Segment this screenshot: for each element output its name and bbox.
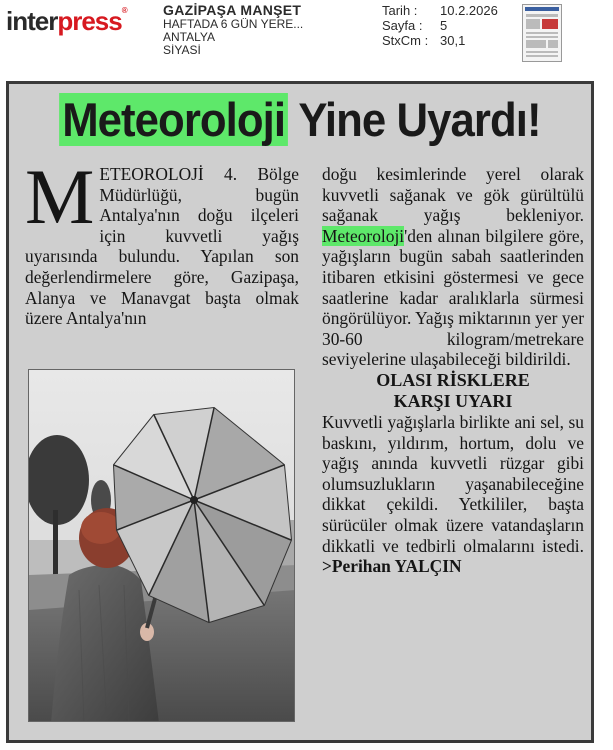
column-2-paragraph-1 bbox=[322, 164, 584, 370]
headline-rest: Yine Uyardı! bbox=[287, 93, 541, 146]
stxcm-row bbox=[382, 33, 510, 48]
date-row bbox=[382, 3, 510, 18]
publication-city: ANTALYA bbox=[163, 31, 216, 44]
page-value: 5 bbox=[440, 18, 448, 33]
stxcm-value: 30,1 bbox=[440, 33, 466, 48]
article-column-2 bbox=[322, 164, 584, 577]
article-photo bbox=[28, 369, 295, 722]
drop-cap: M bbox=[25, 153, 95, 240]
date-label: Tarih : bbox=[382, 3, 418, 18]
logo-main: inter bbox=[6, 6, 58, 36]
clipping-meta bbox=[382, 3, 510, 48]
headline bbox=[29, 92, 570, 147]
publication-frequency: HAFTADA 6 GÜN YERE... bbox=[163, 18, 304, 31]
date-value: 10.2.2026 bbox=[440, 3, 498, 18]
publication-info bbox=[163, 3, 373, 57]
column-2-paragraph-2 bbox=[322, 412, 584, 577]
section-subheading bbox=[322, 370, 584, 412]
meteoroloji-highlight: Meteoroloji bbox=[322, 225, 405, 246]
umbrella-photo bbox=[29, 370, 295, 722]
publication-name: GAZİPAŞA MANŞET bbox=[163, 3, 302, 18]
headline-highlight: Meteoroloji bbox=[59, 93, 287, 146]
column-2-text-a: doğu kesimlerinde yerel olarak kuvvetli sağanak ve gök gürültülü sağanak yağış bekleniyor. bbox=[322, 164, 584, 226]
stxcm-label: StxCm : bbox=[382, 33, 429, 48]
page-row bbox=[382, 18, 510, 33]
column-2-text-b: 'den alınan bilgilere göre, yağışların bugün sabah saatlerinden itibaren etkisini göstermesi ve gece saatlerine kadar aralıklarla sürmesi öngörülüyor. Yağış miktarının yer yer 30-60 kilogram/metrekare seviyelerine ulaşabileceği bildirildi. bbox=[322, 225, 584, 370]
page-thumbnail[interactable] bbox=[522, 4, 562, 62]
logo-registered-mark: ® bbox=[121, 6, 127, 15]
logo-accent: press bbox=[57, 6, 122, 36]
column-1-text: ETEOROLOJİ 4. Bölge Müdürlüğü, bugün Antalya'nın doğu ilçeleri için kuvvetli yağış uyarısında bulundu. Yapılan son değerlendirmelere göre, Gazipaşa, Alanya ve Manavgat başta olmak üzere Antalya'nın bbox=[25, 164, 299, 329]
subheading-line-2: KARŞI UYARI bbox=[393, 390, 513, 411]
publication-category: SİYASİ bbox=[163, 44, 201, 57]
column-2-text-c: Kuvvetli yağışlarla birlikte ani sel, su baskını, yıldırım, hortum, dolu ve yağış anında kuvvetli rüzgar gibi olumsuzlukların yaşanabileceğine dikkat çekildi. Yetkililer, başta sürücüler olmak üzere vatandaşların dikkatli ve tedbirli olmalarını istedi. bbox=[322, 411, 584, 556]
subheading-line-1: OLASI RİSKLERE bbox=[376, 369, 530, 390]
byline: >Perihan YALÇIN bbox=[322, 556, 462, 577]
page-label: Sayfa : bbox=[382, 18, 423, 33]
news-clipping bbox=[6, 81, 594, 743]
interpress-logo bbox=[6, 6, 127, 37]
article-column-1 bbox=[25, 153, 299, 329]
